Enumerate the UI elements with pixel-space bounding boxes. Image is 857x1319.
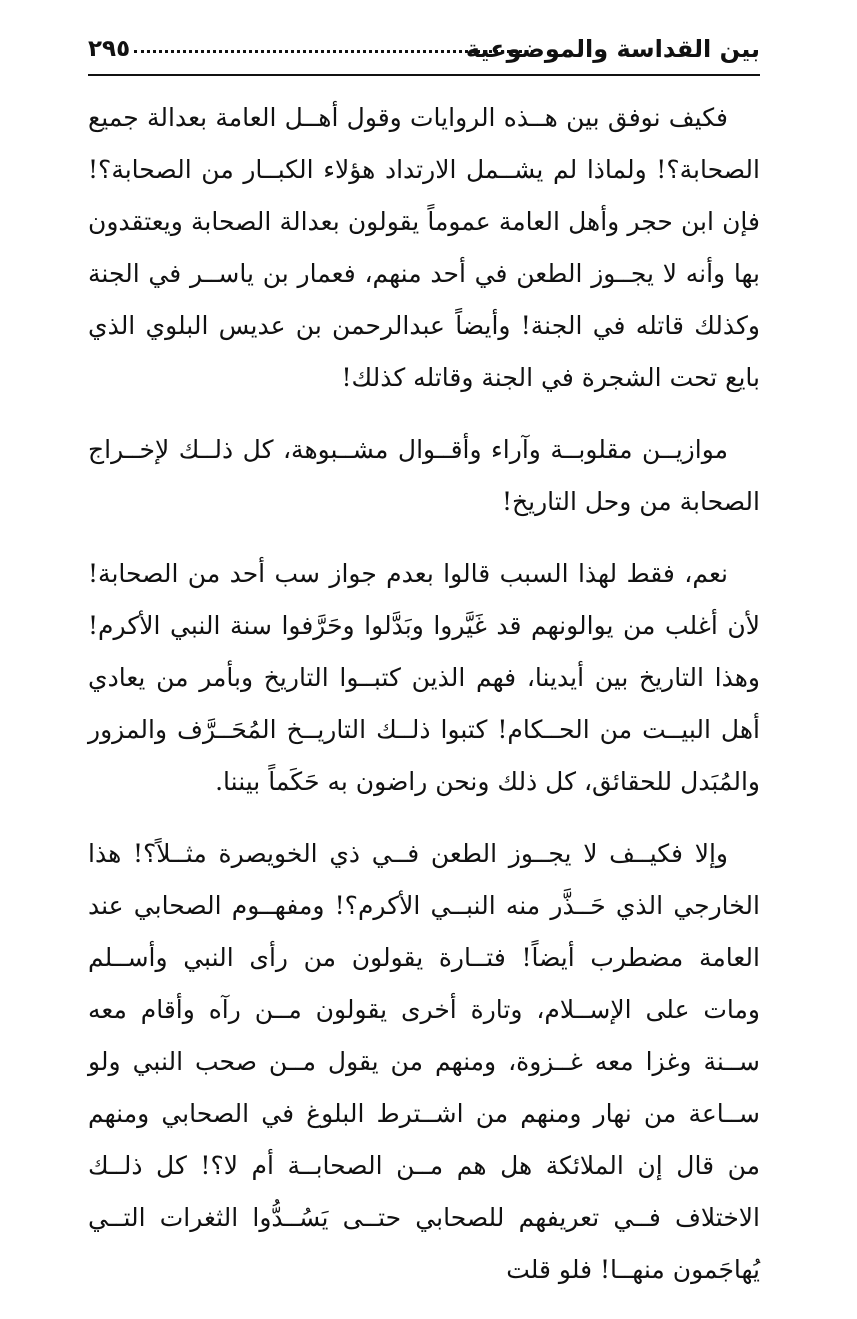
page-body	[88, 92, 760, 1296]
paragraph-1: فكيف نوفق بين هــذه الروايات وقول أهــل العامة بعدالة جميع الصحابة؟! ولماذا لم يشــمل الارتداد هؤلاء الكبــار من الصحابة؟! فإن ابن حجر وأهل العامة عموماً يقولون بعدالة الصحابة ويعتقدون بها وأنه لا يجــوز الطعن في أحد منهم، فعمار بن ياســر في الجنة وكذلك قاتله في الجنة! وأيضاً عبدالرحمن بن عديس البلوي الذي بايع تحت الشجرة في الجنة وقاتله كذلك!	[88, 103, 760, 392]
paragraph-4: وإلا فكيــف لا يجــوز الطعن فــي ذي الخويصرة مثــلاً؟! هذا الخارجي الذي حَــذَّر منه النبــي الأكرم؟! ومفهــوم الصحابي عند العامة مضطرب أيضاً! فتــارة يقولون من رأى النبي وأســلم ومات على الإســلام، وتارة أخرى يقولون مــن رآه وأقام معه ســنة وغزا معه غــزوة، ومنهم من يقول مــن صحب النبي ولو ســاعة من نهار ومنهم من اشــترط البلوغ في الصحابي ومنهم من قال إن الملائكة هل هم مــن الصحابــة أم لا؟! كل ذلــك الاختلاف فــي تعريفهم للصحابي حتــى يَسُــدُّوا الثغرات التــي يُهاجَمون منهــا! فلو قلت	[88, 839, 760, 1284]
page-number: ٢٩٥	[88, 36, 131, 62]
running-header	[88, 28, 760, 76]
paragraph-3: نعم، فقط لهذا السبب قالوا بعدم جواز سب أحد من الصحابة! لأن أغلب من يوالونهم قد غَيَّروا وبَدَّلوا وحَرَّفوا سنة النبي الأكرم! وهذا التاريخ بين أيدينا، فهم الذين كتبــوا التاريخ وبأمر من يعادي أهل البيــت من الحــكام! كتبوا ذلــك التاريــخ المُحَــرَّف والمزور والمُبَدل للحقائق، كل ذلك ونحن راضون به حَكَماً بيننا.	[88, 559, 760, 796]
header-divider	[88, 74, 760, 76]
running-header-title: بين القداسة والموضوعية	[465, 35, 760, 63]
paragraph-2: موازيــن مقلوبــة وآراء وأقــوال مشــبوهة، كل ذلــك لإخــراج الصحابة من وحل التاريخ!	[88, 435, 760, 516]
header-dot-leader	[134, 50, 534, 53]
